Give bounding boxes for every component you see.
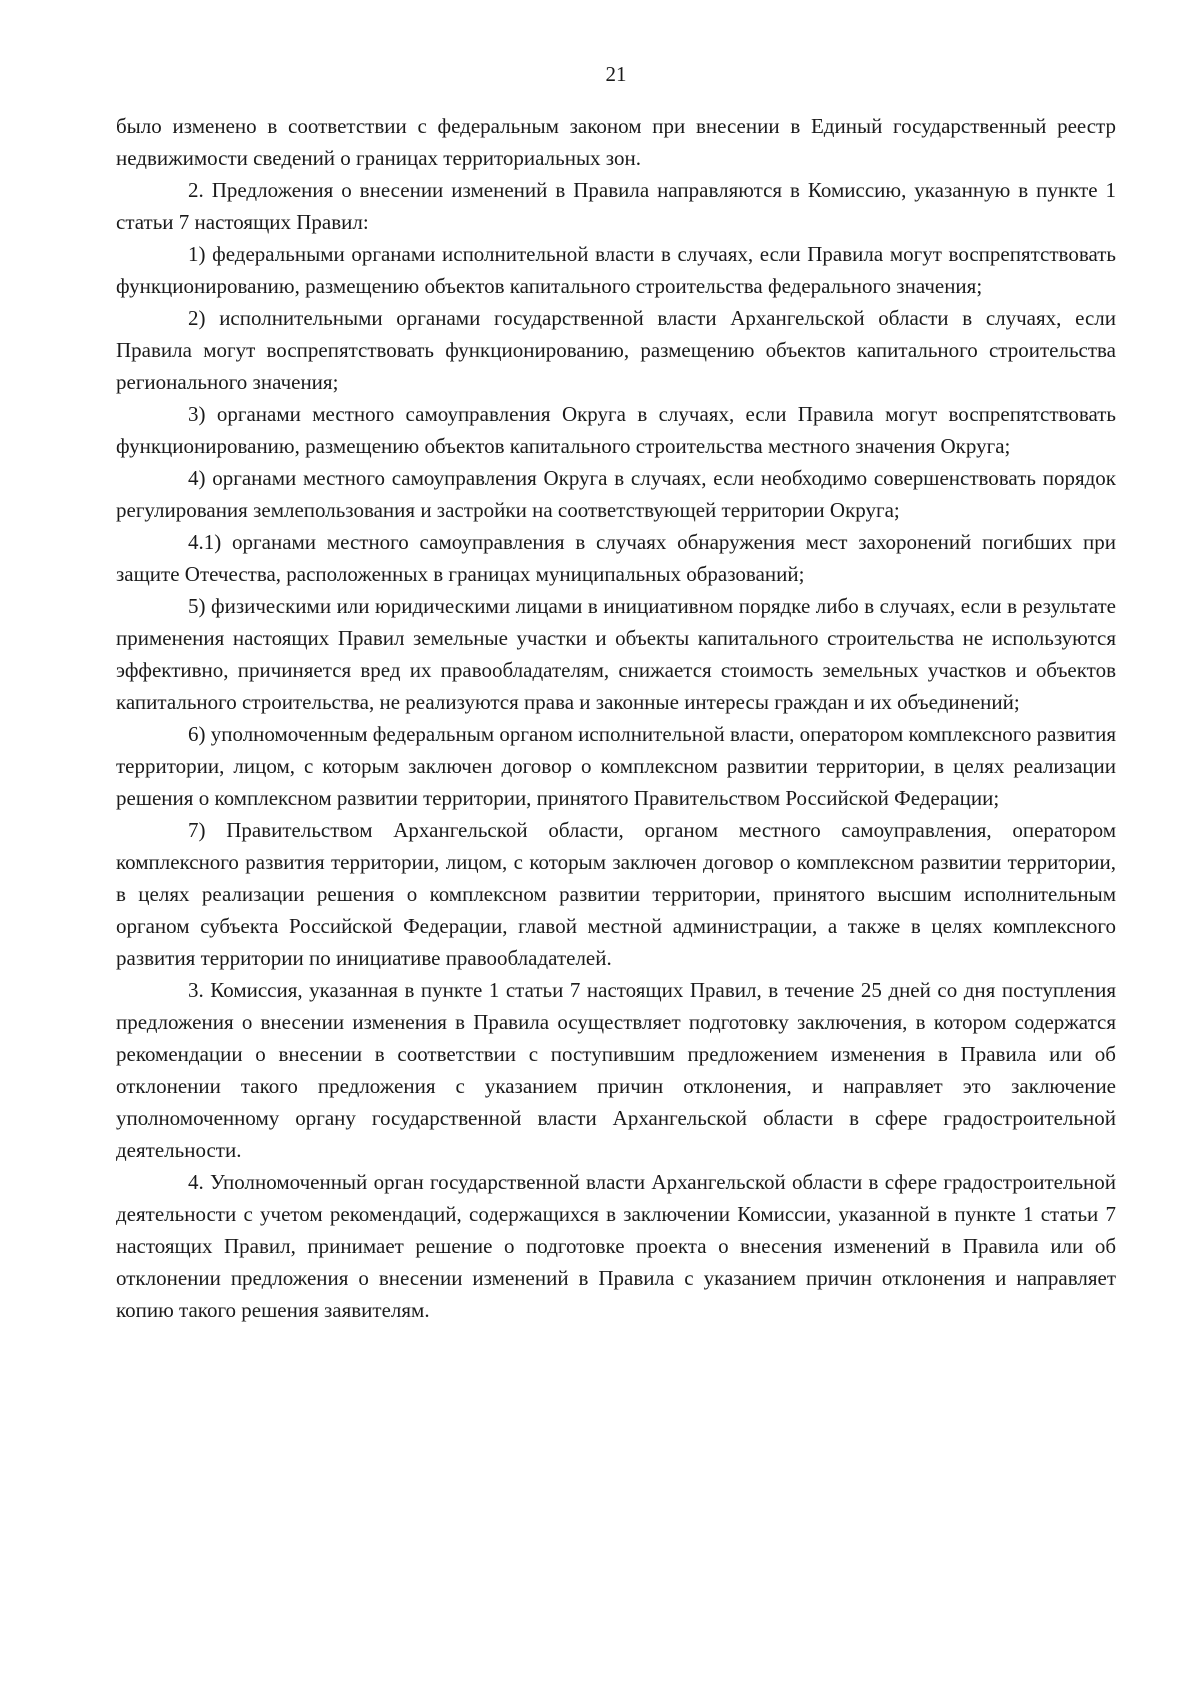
paragraph-item-5: 5) физическими или юридическими лицами в инициативном порядке либо в случаях, если в результате применения настоящих Правил земельные участки и объекты капитального строительства не используются эффективно, причиняется вред их правообладателям, снижается стоимость земельных участков и объектов капитального строительства, не реализуются права и законные интересы граждан и их объединений; <box>116 594 1116 714</box>
paragraph-item-4: 4) органами местного самоуправления Округа в случаях, если необходимо совершенствовать порядок регулирования землепользования и застройки на соответствующей территории Округа; <box>116 466 1116 522</box>
paragraph-clause-3: 3. Комиссия, указанная в пункте 1 статьи 7 настоящих Правил, в течение 25 дней со дня поступления предложения о внесении изменения в Правила осуществляет подготовку заключения, в котором содержатся рекомендации о внесении в соответствии с поступившим предложением изменения в Правила или об отклонении такого предложения с указанием причин отклонения, и направляет это заключение уполномоченному органу государственной власти Архангельской области в сфере градостроительной деятельности. <box>116 978 1116 1162</box>
paragraph-item-2: 2) исполнительными органами государственной власти Архангельской области в случаях, если Правила могут воспрепятствовать функционированию, размещению объектов капитального строительства регионального значения; <box>116 306 1116 394</box>
paragraph-item-3: 3) органами местного самоуправления Округа в случаях, если Правила могут воспрепятствовать функционированию, размещению объектов капитального строительства местного значения Округа; <box>116 402 1116 458</box>
paragraph-item-1: 1) федеральными органами исполнительной власти в случаях, если Правила могут воспрепятствовать функционированию, размещению объектов капитального строительства федерального значения; <box>116 242 1116 298</box>
paragraph-item-6: 6) уполномоченным федеральным органом исполнительной власти, оператором комплексного развития территории, лицом, с которым заключен договор о комплексном развитии территории, в целях реализации решения о комплексном развитии территории, принятого Правительством Российской Федерации; <box>116 722 1116 810</box>
paragraph-item-7: 7) Правительством Архангельской области, органом местного самоуправления, оператором комплексного развития территории, лицом, с которым заключен договор о комплексном развитии территории, в целях реализации решения о комплексном развитии территории, принятого высшим исполнительным органом субъекта Российской Федерации, главой местной администрации, а также в целях комплексного развития территории по инициативе правообладателей. <box>116 818 1116 970</box>
paragraph-item-4-1: 4.1) органами местного самоуправления в случаях обнаружения мест захоронений погибших при защите Отечества, расположенных в границах муниципальных образований; <box>116 530 1116 586</box>
paragraph-clause-4: 4. Уполномоченный орган государственной власти Архангельской области в сфере градостроительной деятельности с учетом рекомендаций, содержащихся в заключении Комиссии, указанной в пункте 1 статьи 7 настоящих Правил, принимает решение о подготовке проекта о внесения изменений в Правила или об отклонении предложения о внесении изменений в Правила с указанием причин отклонения и направляет копию такого решения заявителям. <box>116 1170 1116 1322</box>
paragraph-clause-2: 2. Предложения о внесении изменений в Правила направляются в Комиссию, указанную в пункте 1 статьи 7 настоящих Правил: <box>116 178 1116 234</box>
page-number: 21 <box>605 62 627 86</box>
paragraph-continuation: было изменено в соответствии с федеральным законом при внесении в Единый государственный реестр недвижимости сведений о границах территориальных зон. <box>116 114 1116 170</box>
